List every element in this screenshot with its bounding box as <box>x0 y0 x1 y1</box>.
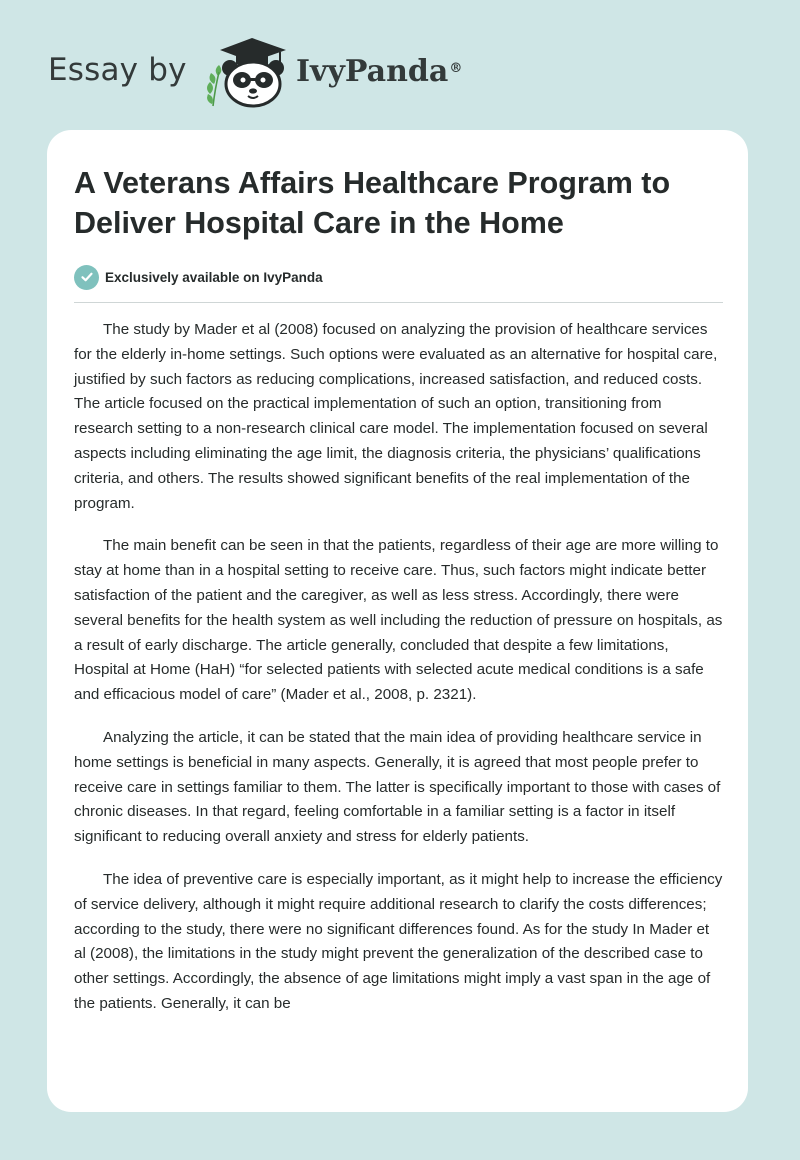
essay-body <box>74 318 724 1035</box>
exclusive-badge-label: Exclusively available on IvyPanda <box>105 269 323 285</box>
page-title: A Veterans Affairs Healthcare Program to Deliver Hospital Care in the Home <box>74 166 671 240</box>
paragraph: Analyzing the article, it can be stated that the main idea of providing healthcare service in home settings is beneficial in many aspects. Generally, it is agreed that most people prefer to receive care in settings familiar to them. The latter is specifically important to those with cases of chronic diseases. In that regard, feeling comfortable in a familiar setting is a factor in itself significant to reducing overall anxiety and stress for elderly patients. <box>74 728 721 846</box>
exclusive-badge <box>74 264 323 290</box>
paragraph: The main benefit can be seen in that the patients, regardless of their age are more willing to stay at home than in a hospital setting to receive care. Thus, such factors might indicate better satisfaction of the patient and the caregiver, as well as less stress. Accordingly, there were several benefits for the health system as well including the reduction of pressure on hospitals, as a result of early discharge. The article generally, concluded that despite a few limitations, Hospital at Home (HaH) “for selected patients with selected acute medical conditions is a safe and efficacious model of care” (Mader et al., 2008, p. 2321). <box>74 537 723 704</box>
registered-mark: ® <box>449 61 463 76</box>
site-header <box>0 0 800 130</box>
essay-card <box>47 130 748 1112</box>
essay-by-label: Essay by <box>48 52 187 88</box>
panda-logo-icon[interactable] <box>200 34 292 108</box>
brand-name-text: IvyPanda <box>296 54 449 89</box>
brand-name[interactable] <box>296 52 462 92</box>
paragraph: The idea of preventive care is especially important, as it might help to increase the efficiency of service delivery, although it might require additional research to clarify the costs differences; according to the study, there were no significant differences found. As for the study In Mader et al (2008), the limitations in the study might prevent the generalization of the described case to other settings. Accordingly, the absence of age limitations might imply a vast span in the age of the patients. Generally, it can be <box>74 870 723 1012</box>
title-divider <box>74 302 723 303</box>
check-circle-icon <box>74 265 99 290</box>
paragraph: The study by Mader et al (2008) focused on analyzing the provision of healthcare services for the elderly in-home settings. Such options were evaluated as an alternative for hospital care, justified by such factors as reducing complications, increased satisfaction, and reduced costs. The article focused on the practical implementation of such an option, transitioning from research setting to a non-research clinical care model. The implementation focused on several aspects including eliminating the age limit, the diagnosis criteria, the physicians’ qualifications criteria, and others. The results showed significant benefits of the real implementation of the program. <box>74 321 718 512</box>
